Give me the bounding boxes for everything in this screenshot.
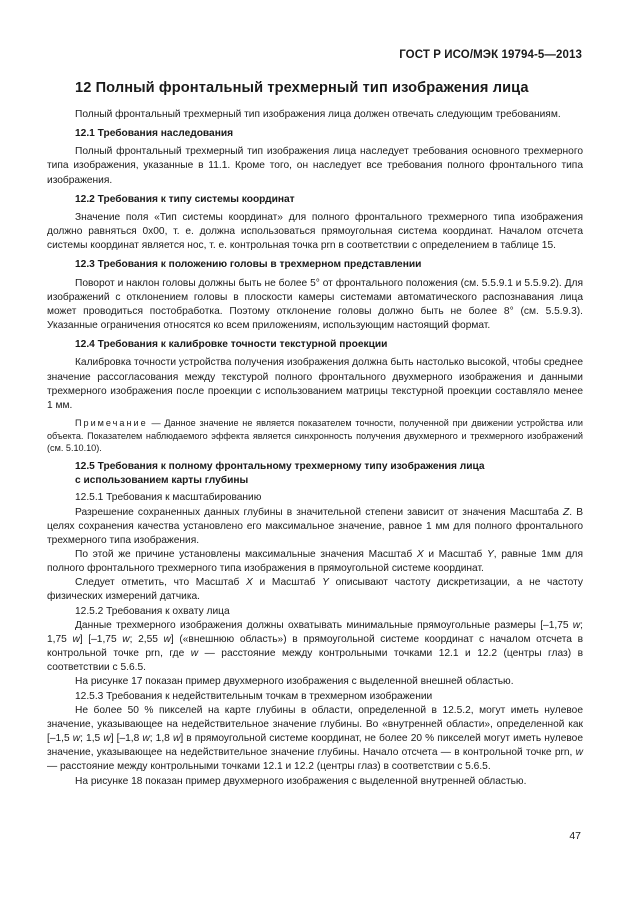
var-w: w [190,648,199,660]
text-run: Следует отметить, что Масштаб [75,577,247,589]
var-w: w [142,733,150,745]
text-run: По этой же причине установлены максимальные значения Масштаб [75,549,417,561]
paragraph-12-5-1-a [47,506,583,548]
document-body [47,108,583,789]
var-w: w [103,733,111,745]
heading-12-4: 12.4 Требования к калибровке точности текстурной проекции [75,339,388,351]
heading-12-5-line1: 12.5 Требования к полному фронтальному трехмерному типу изображения лица [75,461,485,473]
intro-paragraph: Полный фронтальный трехмерный тип изображения лица должен отвечать следующим требованиям. [75,109,561,120]
paragraph-12-5-3-a [47,704,583,775]
note-12-4 [47,417,583,455]
text-run: Не более 50 % пикселей на карте глубины в области, определенной в 12.5.2, могут иметь нулевое значение, указывающее на недействительное значение глубины. Во «внутренней области», определенной как [–1,5 [47,704,583,745]
text-run: ; 2,55 [129,633,164,645]
var-y: Y [322,577,329,589]
text-run: и Масштаб [252,577,323,589]
var-w: w [172,733,181,745]
text-run: ] [–1,75 [79,633,123,645]
heading-12-5-3: 12.5.3 Требования к недействительным точкам в трехмерном изображении [75,690,433,702]
paragraph-12-5-3-b: На рисунке 18 показан пример двухмерного изображения с выделенной внутренней областью. [75,775,527,787]
note-label: Примечание [75,417,148,428]
paragraph-12-5-2-b: На рисунке 17 показан пример двухмерного изображения с выделенной внешней областью. [75,676,514,688]
var-w: w [72,633,80,645]
paragraph-12-5-1-c [47,576,583,604]
heading-12-3: 12.3 Требования к положению головы в трехмерном представлении [75,259,422,271]
var-w: w [163,633,171,645]
var-y: Y [486,549,494,561]
text-run: — расстояние между контрольными точками 12.1 и 12.2 (центры глаз) в соответствии с 5.6.5. [47,648,583,674]
heading-12-5-2: 12.5.2 Требования к охвату лица [75,605,230,617]
text-run: описывают частоту дискретизации, а не частоту физических измерений датчика. [47,577,583,603]
heading-12-5-1: 12.5.1 Требования к масштабированию [75,492,262,504]
var-x: X [246,577,253,589]
heading-12-2: 12.2 Требования к типу системы координат [75,193,295,205]
var-z: Z [563,506,570,518]
paragraph-12-2: Значение поля «Тип системы координат» для полного фронтального трехмерного типа изображения должно равняться 0x00, т. е. должна использоваться прямоугольная система координат. Началом отсчета системы координат является нос, т. е. контрольная точка prn в соответствии с определением в таблице 15. [47,211,583,252]
paragraph-12-5-2-a [47,619,583,676]
section-title: 12 Полный фронтальный трехмерный тип изображения лица [75,80,529,96]
note-text: — Данное значение не является показателем точности, полученной при движении устройства или объекта. Показателем наблюдаемого эффекта является синхронность получения двухмерного и трехмерного изображений (см. 5.10.10). [47,417,583,454]
page-number: 47 [569,830,581,842]
heading-12-1: 12.1 Требования наследования [75,128,234,140]
text-run: . В целях сохранения качества установлено его максимальное значение, равное 1 мм для полного фронтального трехмерного типа изображения. [47,506,584,546]
var-w: w [122,633,130,645]
var-w: w [72,733,81,745]
document-code-header: ГОСТ Р ИСО/МЭК 19794-5—2013 [399,49,582,61]
text-run: и Масштаб [423,549,487,561]
text-run: ; 1,75 [47,619,583,645]
text-run: Разрешение сохраненных данных глубины в значительной степени зависит от значения Масштаба [75,506,564,518]
text-run: ; 1,5 [80,733,104,745]
text-run: — расстояние между контрольными точками 12.1 и 12.2 (центры глаз) в соответствии с 5.6.5. [47,761,491,773]
var-x: X [416,549,424,561]
heading-12-5-line2: с использованием карты глубины [75,475,249,487]
paragraph-12-1: Полный фронтальный трехмерный тип изображения лица наследует требования основного трехмерного типа изображения, указанные в 11.1. Кроме того, он наследует все требования полного фронтального типа изображения. [47,146,583,186]
text-run: ] [–1,8 [110,733,143,745]
text-run: Данные трехмерного изображения должны охватывать минимальные прямоугольные размеры [–1,75 [75,619,573,631]
paragraph-12-4: Калибровка точности устройства получения изображения должна быть настолько высокой, чтобы среднее значение рассогласования между текстурой полного фронтального двухмерного изображения и данными трехмерного изображения после проекции с использованием матрицы текстурной проекции составляло менее 1 мм. [47,357,583,411]
text-run: , равные 1мм для полного фронтального трехмерного типа изображения в прямоугольной системе координат. [47,549,583,575]
paragraph-12-3: Поворот и наклон головы должны быть не более 5° от фронтального положения (см. 5.5.9.1 и 5.5.9.2). Для изображений с отклонением головы в плоскости камеры системами автоматического распознавания лица может проводиться постобработка. Поэтому отклонение головы должно быть не более 8° (см. 5.5.9.3). Указанные ограничения относятся ко всем приложениям, использующим настоящий формат. [47,277,583,332]
text-run: ] («внешнюю область») в прямоугольной системе координат с началом отсчета в контрольной точке prn, где [47,633,583,660]
var-w: w [572,619,581,631]
text-run: ] в прямоугольной системе координат, не более 20 % пикселей могут иметь нулевое значение, указывающее на недействительное значение глубины. Начало отсчета — в контрольной точке prn, [47,733,583,759]
text-run: ; 1,8 [149,733,173,745]
heading-12-5 [47,460,583,488]
var-w: w [575,747,583,759]
paragraph-12-5-1-b [47,548,583,576]
